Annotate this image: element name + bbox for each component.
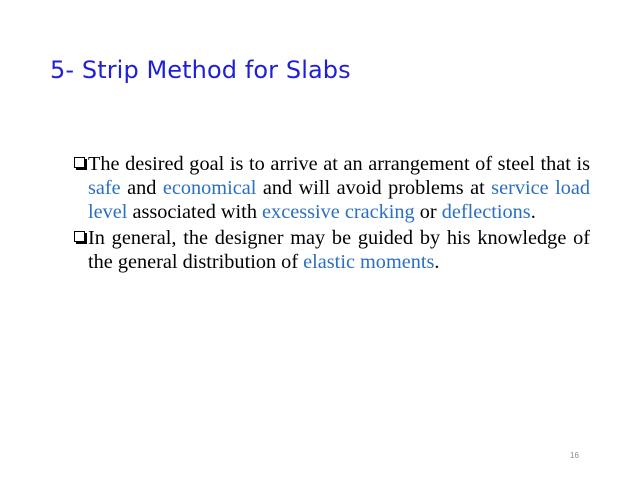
- checkbox-square-icon: [74, 231, 85, 242]
- bullet-1-text-3: and will avoid problems at: [256, 177, 492, 199]
- bullet-item-2: [72, 226, 590, 274]
- bullet-1-highlight-safe: safe: [88, 177, 121, 199]
- bullet-1-highlight-deflections: deflections: [441, 201, 531, 223]
- bullet-2-highlight-elastic-moments: elastic moments: [303, 251, 435, 273]
- bullet-1-text-2: and: [120, 177, 163, 199]
- bullet-item-1: [72, 152, 590, 224]
- slide-title: 5- Strip Method for Slabs: [50, 56, 351, 84]
- bullet-1-highlight-economical: economical: [162, 177, 257, 199]
- page-number: 16: [570, 451, 579, 460]
- bullet-2-text-1: In general, the designer may be guided by his knowledge of the general distribution of: [88, 227, 590, 273]
- bullet-list: [72, 152, 590, 276]
- bullet-1-text-4: associated with: [127, 201, 263, 223]
- checkbox-square-icon: [74, 157, 85, 168]
- bullet-1-text-6: .: [530, 201, 536, 223]
- bullet-1-highlight-service-load-level: service load level: [88, 177, 590, 223]
- bullet-1-text-5: or: [414, 201, 442, 223]
- bullet-2-text-2: .: [434, 251, 440, 273]
- bullet-1-text-1: The desired goal is to arrive at an arrangement of steel that is: [88, 153, 590, 175]
- bullet-1-highlight-excessive-cracking: excessive cracking: [262, 201, 415, 223]
